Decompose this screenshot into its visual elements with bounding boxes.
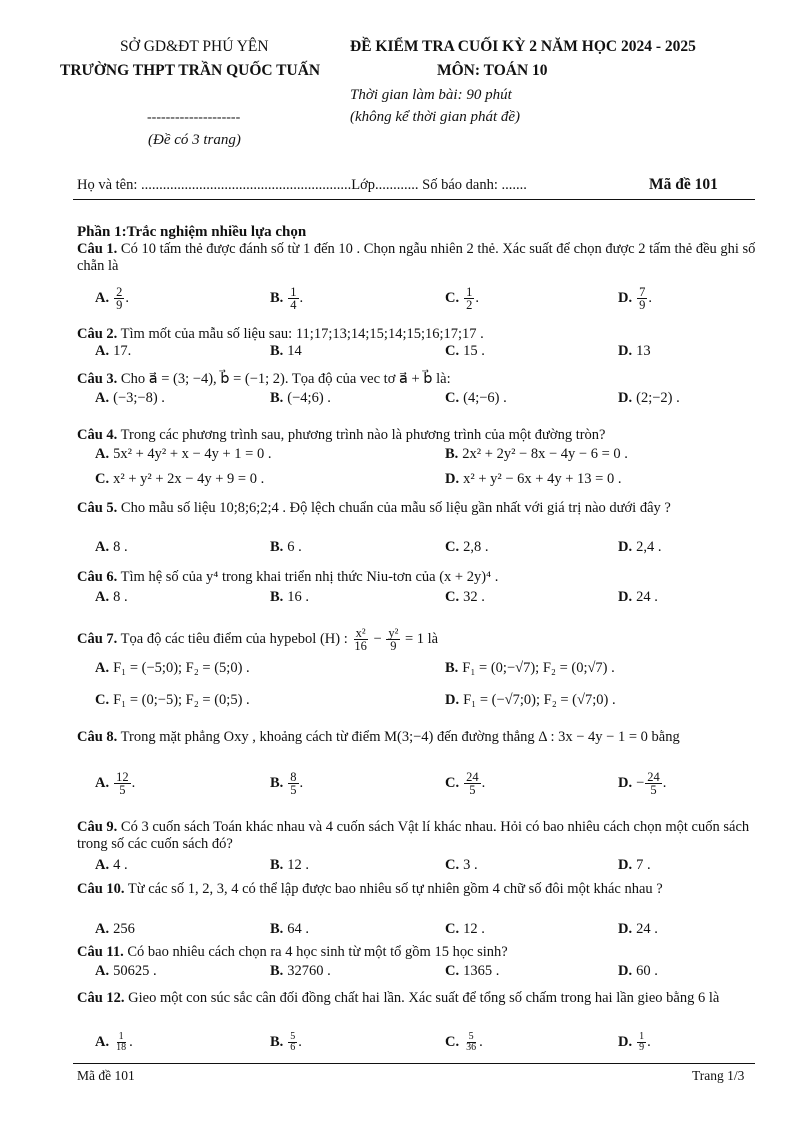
fraction-numerator: x²: [355, 626, 366, 640]
answer-option-c[interactable]: [445, 339, 485, 363]
option-text: 17.: [113, 342, 132, 359]
option-label: C.: [445, 538, 460, 555]
question-text: Trong các phương trình sau, phương trình nào là phương trình của một đường tròn?: [117, 427, 606, 443]
answer-option-b[interactable]: [270, 286, 303, 310]
option-label: A.: [95, 774, 110, 791]
option-text: 60 .: [636, 962, 658, 979]
question-12: [77, 990, 757, 1007]
question-number: Câu 7.: [77, 631, 118, 647]
answer-option-a[interactable]: [95, 286, 129, 310]
fraction: [352, 627, 369, 652]
option-label: B.: [445, 445, 459, 462]
option-text: 14: [287, 342, 302, 359]
math-operator: −: [369, 631, 386, 647]
option-label: B.: [270, 920, 284, 937]
fraction-denominator: 2: [466, 297, 473, 312]
pages-note: (Đề có 3 trang): [148, 132, 241, 148]
option-label: A.: [95, 389, 110, 406]
question-number: Câu 5.: [77, 500, 118, 516]
option-text: 32760 .: [287, 962, 331, 979]
option-label: D.: [618, 774, 633, 791]
option-punct: .: [129, 1033, 133, 1050]
option-punct: .: [647, 1033, 651, 1050]
option-text: x² + y² − 6x + 4y + 13 = 0 .: [463, 470, 622, 487]
option-text: 64 .: [287, 920, 310, 937]
option-label: D.: [618, 538, 633, 555]
option-text: F₁ = (−5;0); F₂ = (5;0) .: [113, 659, 250, 676]
option-text: (−4;6) .: [287, 389, 331, 406]
fraction-denominator: 5: [119, 782, 126, 797]
answer-option-a[interactable]: [95, 386, 165, 410]
option-label: A.: [95, 920, 110, 937]
question-text: Tọa độ các tiêu điểm của hypebol (H) :: [117, 631, 352, 647]
option-punct: .: [125, 289, 129, 306]
answer-option-d[interactable]: [618, 917, 658, 941]
option-sign: −: [636, 774, 645, 791]
question-text: Cho mẫu số liệu 10;8;6;2;4 . Độ lệch chuẩn của mẫu số liệu gần nhất với giá trị nào dưới đây ?: [117, 500, 671, 516]
fraction-denominator: 9: [116, 297, 123, 312]
option-text: 8 .: [113, 538, 128, 555]
answer-option-c[interactable]: [95, 467, 264, 491]
question-number: Câu 10.: [77, 881, 125, 897]
answer-option-b[interactable]: [270, 1030, 302, 1054]
answer-option-c[interactable]: [95, 688, 250, 712]
answer-option-b[interactable]: [270, 917, 309, 941]
answer-option-b[interactable]: [270, 853, 309, 877]
answer-option-c[interactable]: [445, 386, 507, 410]
option-label: C.: [445, 856, 460, 873]
answer-option-a[interactable]: [95, 1030, 133, 1054]
question-text: Tìm hệ số của y⁴ trong khai triển nhị thức Niu-tơn của (x + 2y)⁴ .: [117, 569, 499, 585]
fraction-numerator: 8: [290, 769, 297, 784]
option-label: A.: [95, 856, 110, 873]
option-text: 12 .: [463, 920, 485, 937]
option-label: A.: [95, 962, 110, 979]
option-text: 3 .: [463, 856, 478, 873]
option-label: D.: [618, 1033, 633, 1050]
answer-option-d[interactable]: [445, 467, 621, 491]
answer-option-a[interactable]: [95, 535, 128, 559]
fraction: [645, 771, 662, 796]
option-punct: .: [662, 774, 667, 791]
answer-option-d[interactable]: [445, 688, 616, 712]
question-text: Gieo một con súc sắc cân đối đồng chất hai lần. Xác suất để tổng số chấm trong hai lần gieo bằng 6 là: [124, 990, 720, 1006]
question-number: Câu 12.: [77, 990, 125, 1006]
option-label: D.: [618, 342, 633, 359]
question-8: [77, 729, 757, 746]
option-label: C.: [445, 1033, 460, 1050]
duration-note: (không kể thời gian phát đề): [350, 109, 521, 125]
option-text: 2x² + 2y² − 8x − 4y − 6 = 0 .: [462, 445, 628, 462]
option-label: C.: [445, 588, 460, 605]
option-text: 4 .: [113, 856, 128, 873]
option-text: 13: [636, 342, 651, 359]
answer-option-d[interactable]: [618, 1030, 651, 1054]
question-text: Từ các số 1, 2, 3, 4 có thể lập được bao nhiêu số tự nhiên gồm 4 chữ số đôi một khác nhau ?: [124, 881, 663, 897]
fraction-denominator: 9: [639, 1041, 645, 1053]
option-label: C.: [445, 920, 460, 937]
option-text: F₁ = (−√7;0); F₂ = (√7;0) .: [463, 691, 616, 708]
option-label: C.: [445, 962, 460, 979]
fraction-denominator: 5: [650, 782, 657, 797]
option-label: C.: [445, 342, 460, 359]
exam-duration: Thời gian làm bài: 90 phút: [350, 87, 512, 103]
answer-option-b[interactable]: [270, 339, 302, 363]
fraction-numerator: 1: [118, 1030, 124, 1042]
option-label: D.: [445, 691, 460, 708]
answer-option-a[interactable]: [95, 339, 131, 363]
option-label: D.: [445, 470, 460, 487]
option-text: 6 .: [287, 538, 302, 555]
question-text: Có bao nhiêu cách chọn ra 4 học sinh từ một tổ gồm 15 học sinh?: [123, 944, 508, 960]
option-text: 12 .: [287, 856, 310, 873]
fraction-numerator: 1: [639, 1030, 645, 1042]
fraction: [288, 286, 298, 311]
fraction: [464, 286, 474, 311]
answer-option-b[interactable]: [445, 656, 615, 680]
option-label: C.: [95, 470, 110, 487]
option-label: B.: [270, 588, 284, 605]
answer-option-c[interactable]: [445, 585, 485, 609]
option-text: 7 .: [636, 856, 651, 873]
option-text: F₁ = (0;−√7); F₂ = (0;√7) .: [462, 659, 615, 676]
option-label: A.: [95, 538, 110, 555]
fraction: [288, 771, 298, 796]
exam-title: ĐỀ KIỂM TRA CUỐI KỲ 2 NĂM HỌC 2024 - 2025: [350, 38, 696, 55]
answer-option-c[interactable]: [445, 771, 485, 795]
option-label: A.: [95, 1033, 110, 1050]
fraction-numerator: y²: [388, 626, 399, 640]
question-number: Câu 2.: [77, 326, 118, 342]
fraction-numerator: 12: [116, 769, 129, 784]
answer-option-d[interactable]: [618, 386, 680, 410]
fraction-denominator: 4: [290, 297, 297, 312]
fraction-denominator: 36: [466, 1041, 477, 1053]
question-1: [77, 241, 757, 275]
answer-option-a[interactable]: [95, 959, 157, 983]
option-label: A.: [95, 445, 110, 462]
answer-option-a[interactable]: [95, 585, 128, 609]
fraction: [464, 771, 481, 796]
option-label: C.: [445, 389, 460, 406]
option-label: B.: [270, 538, 284, 555]
option-punct: .: [298, 1033, 302, 1050]
option-label: B.: [270, 389, 284, 406]
option-text: 1365 .: [463, 962, 500, 979]
question-number: Câu 6.: [77, 569, 118, 585]
question-5: [77, 500, 757, 517]
footer-divider: [73, 1063, 755, 1064]
answer-option-b[interactable]: [270, 959, 331, 983]
fraction-denominator: 5: [290, 782, 297, 797]
fraction-denominator: 18: [116, 1041, 127, 1053]
answer-option-a[interactable]: [95, 917, 135, 941]
fraction: [114, 1032, 128, 1053]
exam-code: Mã đề 101: [649, 176, 718, 193]
fraction: [114, 286, 124, 311]
question-number: Câu 1.: [77, 241, 118, 257]
fraction: [637, 286, 647, 311]
option-label: D.: [618, 920, 633, 937]
question-text: Có 10 tấm thẻ được đánh số từ 1 đến 10 . Chọn ngẫu nhiên 2 thẻ. Xác suất để chọn được 2 tấm thẻ đều ghi số chẵn là: [77, 241, 756, 274]
option-label: A.: [95, 588, 110, 605]
answer-option-b[interactable]: [270, 386, 331, 410]
answer-option-d[interactable]: [618, 853, 651, 877]
fraction-denominator: 16: [354, 639, 367, 653]
fraction: [114, 771, 131, 796]
footer-exam-code: Mã đề 101: [77, 1068, 135, 1083]
question-number: Câu 11.: [77, 944, 124, 960]
answer-option-d[interactable]: [618, 339, 651, 363]
answer-option-c[interactable]: [445, 917, 485, 941]
option-label: A.: [95, 289, 110, 306]
answer-option-b[interactable]: [270, 771, 303, 795]
option-punct: .: [299, 774, 304, 791]
option-label: C.: [445, 289, 460, 306]
option-punct: .: [481, 774, 486, 791]
fraction-denominator: 9: [390, 639, 397, 653]
option-label: A.: [95, 342, 110, 359]
question-9: [77, 819, 757, 853]
fraction: [386, 627, 400, 652]
question-number: Câu 9.: [77, 819, 118, 835]
fraction-denominator: 5: [469, 782, 476, 797]
question-7: [77, 627, 757, 652]
answer-option-c[interactable]: [445, 535, 488, 559]
question-number: Câu 4.: [77, 427, 118, 443]
option-punct: .: [648, 289, 652, 306]
question-2: [77, 326, 757, 343]
option-label: C.: [95, 691, 110, 708]
option-text: 5x² + 4y² + x − 4y + 1 = 0 .: [113, 445, 272, 462]
option-text: 2,4 .: [636, 538, 662, 555]
answer-option-b[interactable]: [270, 585, 309, 609]
fraction: [464, 1032, 478, 1053]
option-label: B.: [270, 289, 284, 306]
question-number: Câu 3.: [77, 371, 118, 387]
option-text: 15 .: [463, 342, 485, 359]
option-punct: .: [479, 1033, 483, 1050]
option-text: 24 .: [636, 920, 658, 937]
option-text: F₁ = (0;−5); F₂ = (0;5) .: [113, 691, 250, 708]
question-text: Trong mặt phẳng Oxy , khoảng cách từ điểm M(3;−4) đến đường thẳng Δ : 3x − 4y − 1 = 0 bằng: [117, 729, 680, 745]
answer-option-c[interactable]: [445, 286, 479, 310]
subject-title: MÔN: TOÁN 10: [437, 62, 548, 79]
school-name: TRƯỜNG THPT TRẦN QUỐC TUẤN: [60, 62, 321, 79]
option-text: (2;−2) .: [636, 389, 680, 406]
option-label: B.: [445, 659, 459, 676]
fraction-numerator: 1: [290, 284, 297, 299]
option-punct: .: [299, 289, 304, 306]
answer-option-b[interactable]: [445, 442, 628, 466]
student-info-line: Họ và tên: ..........................................................Lớp............ Số báo danh: .......: [77, 177, 527, 193]
answer-option-a[interactable]: [95, 853, 128, 877]
option-label: D.: [618, 856, 633, 873]
answer-option-a[interactable]: [95, 771, 135, 795]
answer-option-c[interactable]: [445, 1030, 483, 1054]
option-label: D.: [618, 389, 633, 406]
fraction-numerator: 7: [639, 284, 646, 299]
option-label: B.: [270, 342, 284, 359]
fraction-numerator: 2: [116, 284, 123, 299]
question-6: [77, 569, 757, 586]
question-10: [77, 881, 757, 898]
fraction-denominator: 9: [639, 297, 646, 312]
header-divider: [73, 199, 755, 200]
answer-option-d[interactable]: [618, 959, 658, 983]
answer-option-d[interactable]: [618, 286, 652, 310]
fraction-numerator: 24: [647, 769, 660, 784]
fraction-numerator: 24: [466, 769, 479, 784]
option-text: 16 .: [287, 588, 310, 605]
fraction-numerator: 5: [290, 1030, 296, 1042]
option-label: B.: [270, 962, 284, 979]
option-text: 8 .: [113, 588, 128, 605]
option-label: A.: [95, 659, 110, 676]
fraction: [637, 1032, 646, 1053]
answer-option-d[interactable]: [618, 771, 666, 795]
option-punct: .: [475, 289, 479, 306]
question-text: Có 3 cuốn sách Toán khác nhau và 4 cuốn sách Vật lí khác nhau. Hỏi có bao nhiêu cách chọn một cuốn sách trong số các cuốn sách đó?: [77, 819, 750, 852]
fraction-denominator: 6: [290, 1041, 296, 1053]
option-label: C.: [445, 774, 460, 791]
question-text: Cho a⃗ = (3; −4), b⃗ = (−1; 2). Tọa độ của vec tơ a⃗ + b⃗ là:: [117, 371, 451, 387]
section-title: Phần 1:Trắc nghiệm nhiều lựa chọn: [77, 224, 307, 240]
question-number: Câu 8.: [77, 729, 118, 745]
option-text: 50625 .: [113, 962, 157, 979]
fraction-numerator: 1: [466, 284, 473, 299]
option-text: (4;−6) .: [463, 389, 507, 406]
option-punct: .: [131, 774, 136, 791]
answer-option-a[interactable]: [95, 442, 271, 466]
question-text: Tìm mốt của mẫu số liệu sau: 11;17;13;14;15;14;15;16;17;17 .: [117, 326, 484, 342]
header-dashes: --------------------: [147, 110, 241, 125]
option-label: D.: [618, 289, 633, 306]
option-text: x² + y² + 2x − 4y + 9 = 0 .: [113, 470, 265, 487]
fraction-numerator: 5: [468, 1030, 474, 1042]
fraction: [288, 1032, 297, 1053]
option-label: B.: [270, 1033, 284, 1050]
option-label: B.: [270, 774, 284, 791]
answer-option-d[interactable]: [618, 535, 661, 559]
answer-option-b[interactable]: [270, 535, 302, 559]
option-label: D.: [618, 962, 633, 979]
answer-option-c[interactable]: [445, 959, 499, 983]
option-text: 24 .: [636, 588, 658, 605]
department-name: SỞ GD&ĐT PHÚ YÊN: [120, 38, 269, 55]
option-label: B.: [270, 856, 284, 873]
option-text: 256: [113, 920, 135, 937]
option-text: (−3;−8) .: [113, 389, 165, 406]
option-label: D.: [618, 588, 633, 605]
option-text: 2,8 .: [463, 538, 489, 555]
option-text: 32 .: [463, 588, 485, 605]
answer-option-d[interactable]: [618, 585, 658, 609]
footer-page-number: Trang 1/3: [692, 1068, 745, 1083]
question-text-end: = 1 là: [401, 631, 439, 647]
answer-option-c[interactable]: [445, 853, 478, 877]
answer-option-a[interactable]: [95, 656, 250, 680]
